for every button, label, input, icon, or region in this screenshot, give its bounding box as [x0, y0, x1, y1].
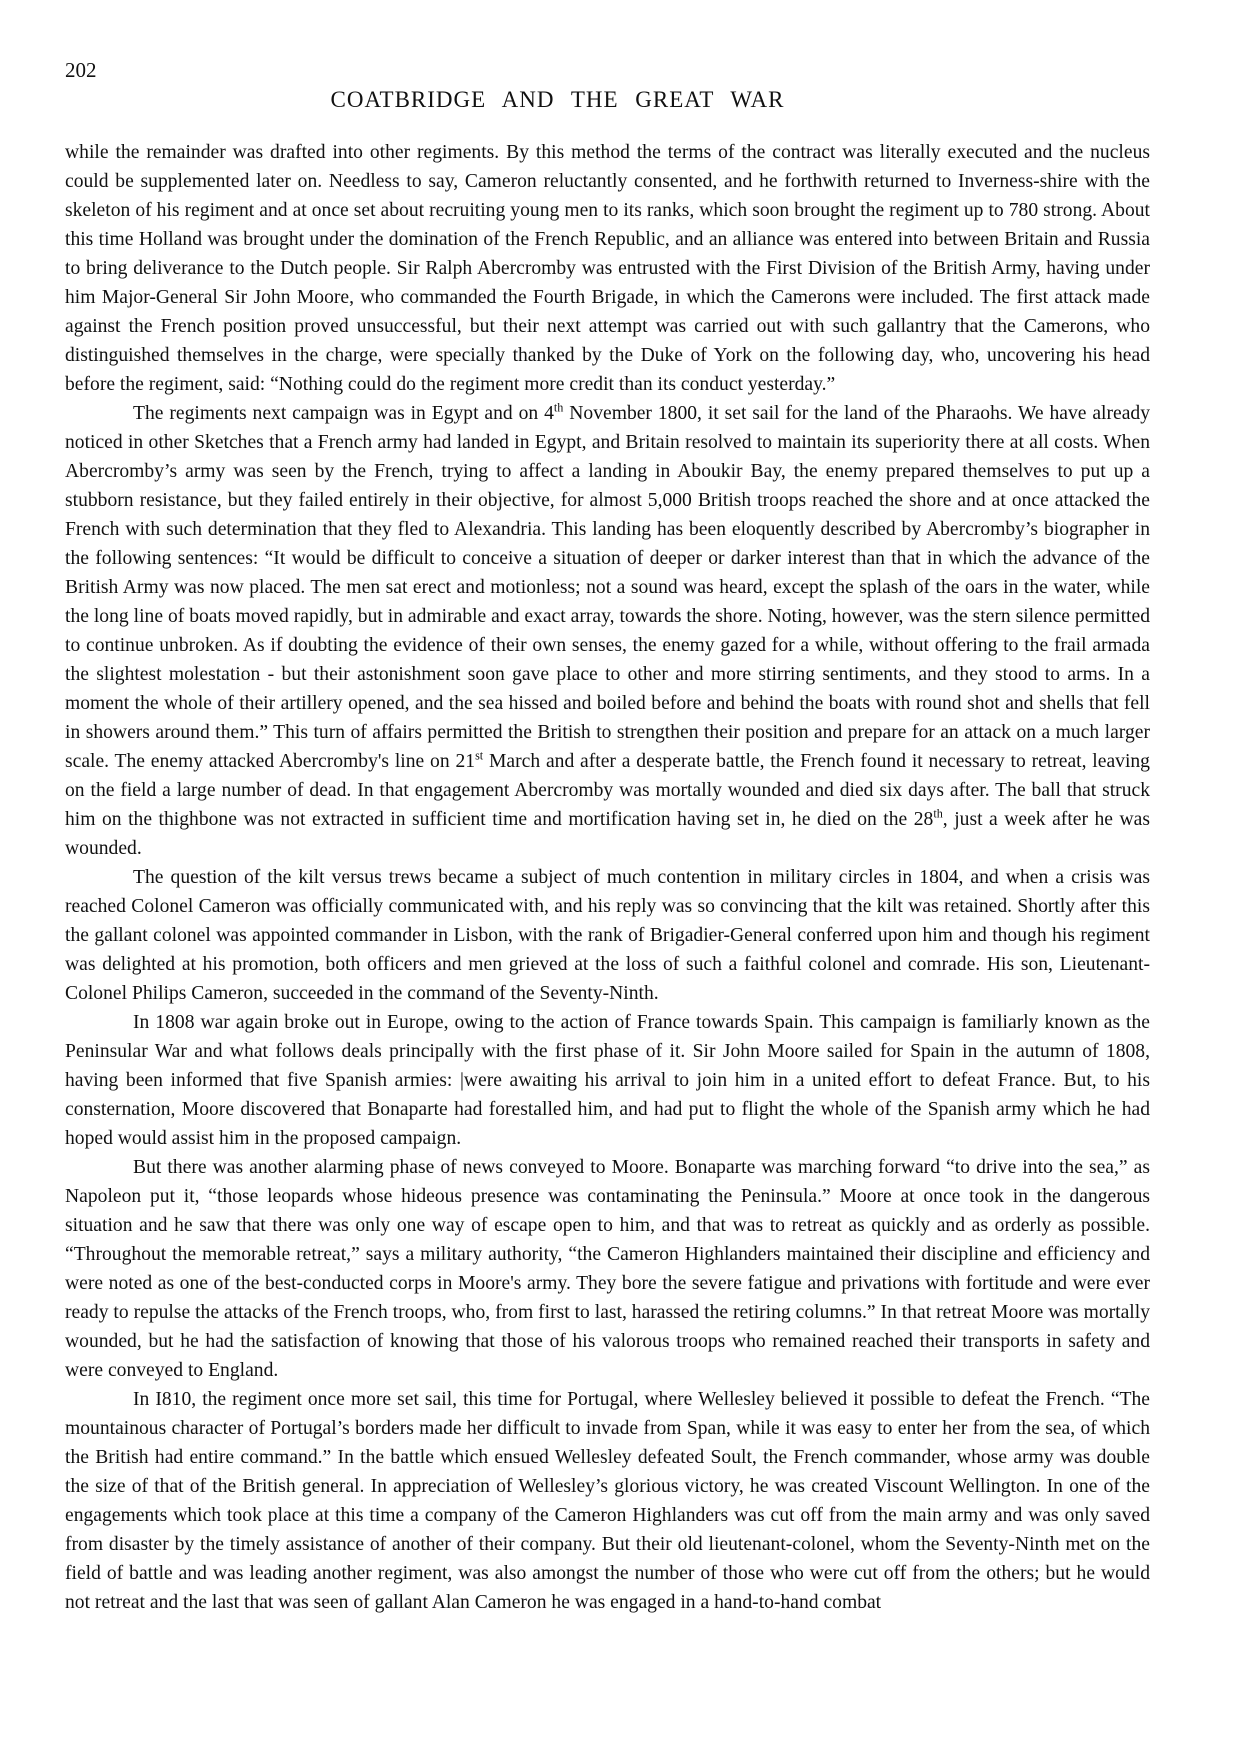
paragraph: But there was another alarming phase of news conveyed to Moore. Bonaparte was marching forward “to drive into the sea,” as Napoleon put it, “those leopards whose hideous presence was contaminating the Peninsula.” Moore at once took in the dangerous situation and he saw that there was only one way of escape open to him, and that was to retreat as quickly and as orderly as possible. “Throughout the memorable retreat,” says a military authority, “the Cameron Highlanders maintained their discipline and efficiency and were noted as one of the best-conducted corps in Moore's army. They bore the severe fatigue and privations with fortitude and were ever ready to repulse the attacks of the French troops, who, from first to last, harassed the retiring columns.” In that retreat Moore was mortally wounded, but he had the satisfaction of knowing that those of his valorous troops who remained reached their transports in safety and were conveyed to England.: [65, 1157, 1150, 1381]
paragraph: In I810, the regiment once more set sail, this time for Portugal, where Wellesley believed it possible to defeat the French. “The mountainous character of Portugal’s borders made her difficult to invade from Span, while it was easy to enter her from the sea, of which the British had entire command.” In the battle which ensued Wellesley defeated Soult, the French commander, whose army was double the size of that of the British general. In appreciation of Wellesley’s glorious victory, he was created Viscount Wellington. In one of the engagements which took place at this time a company of the Cameron Highlanders was cut off from the main army and was only saved from disaster by the timely assistance of another of their company. But their old lieutenant-colonel, whom the Seventy-Ninth met on the field of battle and was leading another regiment, was also amongst the number of those who were cut off from the others; but he would not retreat and the last that was seen of gallant Alan Cameron he was engaged in a hand-to-hand combat: [65, 1389, 1150, 1613]
paragraph: while the remainder was drafted into other regiments. By this method the terms of the contract was literally executed and the nucleus could be supplemented later on. Needless to say, Cameron reluctantly consented, and he forthwith returned to Inverness-shire with the skeleton of his regiment and at once set about recruiting young men to its ranks, which soon brought the regiment up to 780 strong. About this time Holland was brought under the domination of the French Republic, and an alliance was entered into between Britain and Russia to bring deliverance to the Dutch people. Sir Ralph Abercromby was entrusted with the First Division of the British Army, having under him Major-General Sir John Moore, who commanded the Fourth Brigade, in which the Camerons were included. The first attack made against the French position proved unsuccessful, but their next attempt was carried out with such gallantry that the Camerons, who distinguished themselves in the charge, were specially thanked by the Duke of York on the following day, who, uncovering his head before the regiment, said: “Nothing could do the regiment more credit than its conduct yesterday.”: [65, 142, 1150, 395]
paragraph: In 1808 war again broke out in Europe, owing to the action of France towards Spain. This campaign is familiarly known as the Peninsular War and what follows deals principally with the first phase of it. Sir John Moore sailed for Spain in the autumn of 1808, having been informed that five Spanish armies: |were awaiting his arrival to join him in a united effort to defeat France. But, to his consternation, Moore discovered that Bonaparte had forestalled him, and had put to flight the whole of the Spanish army which he had hoped would assist him in the proposed campaign.: [65, 1012, 1150, 1149]
page-number: 202: [65, 58, 97, 82]
paragraph: The question of the kilt versus trews became a subject of much contention in military circles in 1804, and when a crisis was reached Colonel Cameron was officially communicated with, and his reply was so convincing that the kilt was retained. Shortly after this the gallant colonel was appointed commander in Lisbon, with the rank of Brigadier-General conferred upon him and though his regiment was delighted at his promotion, both officers and men grieved at the loss of such a faithful colonel and comrade. His son, Lieutenant-Colonel Philips Cameron, succeeded in the command of the Seventy-Ninth.: [65, 867, 1150, 1004]
page-title: COATBRIDGE AND THE GREAT WAR: [330, 87, 785, 112]
paragraph: The regiments next campaign was in Egypt and on 4th November 1800, it set sail for the land of the Pharaohs. We have already noticed in other Sketches that a French army had landed in Egypt, and Britain resolved to maintain its superiority there at all costs. When Abercromby’s army was seen by the French, trying to affect a landing in Aboukir Bay, the enemy prepared themselves to put up a stubborn resistance, but they failed entirely in their objective, for almost 5,000 British troops reached the shore and at once attacked the French with such determination that they fled to Alexandria. This landing has been eloquently described by Abercromby’s biographer in the following sentences: “It would be difficult to conceive a situation of deeper or darker interest than that in which the advance of the British Army was now placed. The men sat erect and motionless; not a sound was heard, except the splash of the oars in the water, while the long line of boats moved rapidly, but in admirable and exact array, towards the shore. Noting, however, was the stern silence permitted to continue unbroken. As if doubting the evidence of their own senses, the enemy gazed for a while, without offering to the frail armada the slightest molestation - but their astonishment soon gave place to other and more stirring sentiments, and they stood to arms. In a moment the whole of their artillery opened, and the sea hissed and boiled before and behind the boats with round shot and shells that fell in showers around them.” This turn of affairs permitted the British to strengthen their position and prepare for an attack on a much larger scale. The enemy attacked Abercromby's line on 21st March and after a desperate battle, the French found it necessary to retreat, leaving on the field a large number of dead. In that engagement Abercromby was mortally wounded and died six days after. The ball that struck him on the thighbone was not extracted in sufficient time and mortification having set in, he died on the 28th, just a week after he was wounded.: [65, 400, 1150, 859]
page-body: [65, 138, 1150, 1617]
